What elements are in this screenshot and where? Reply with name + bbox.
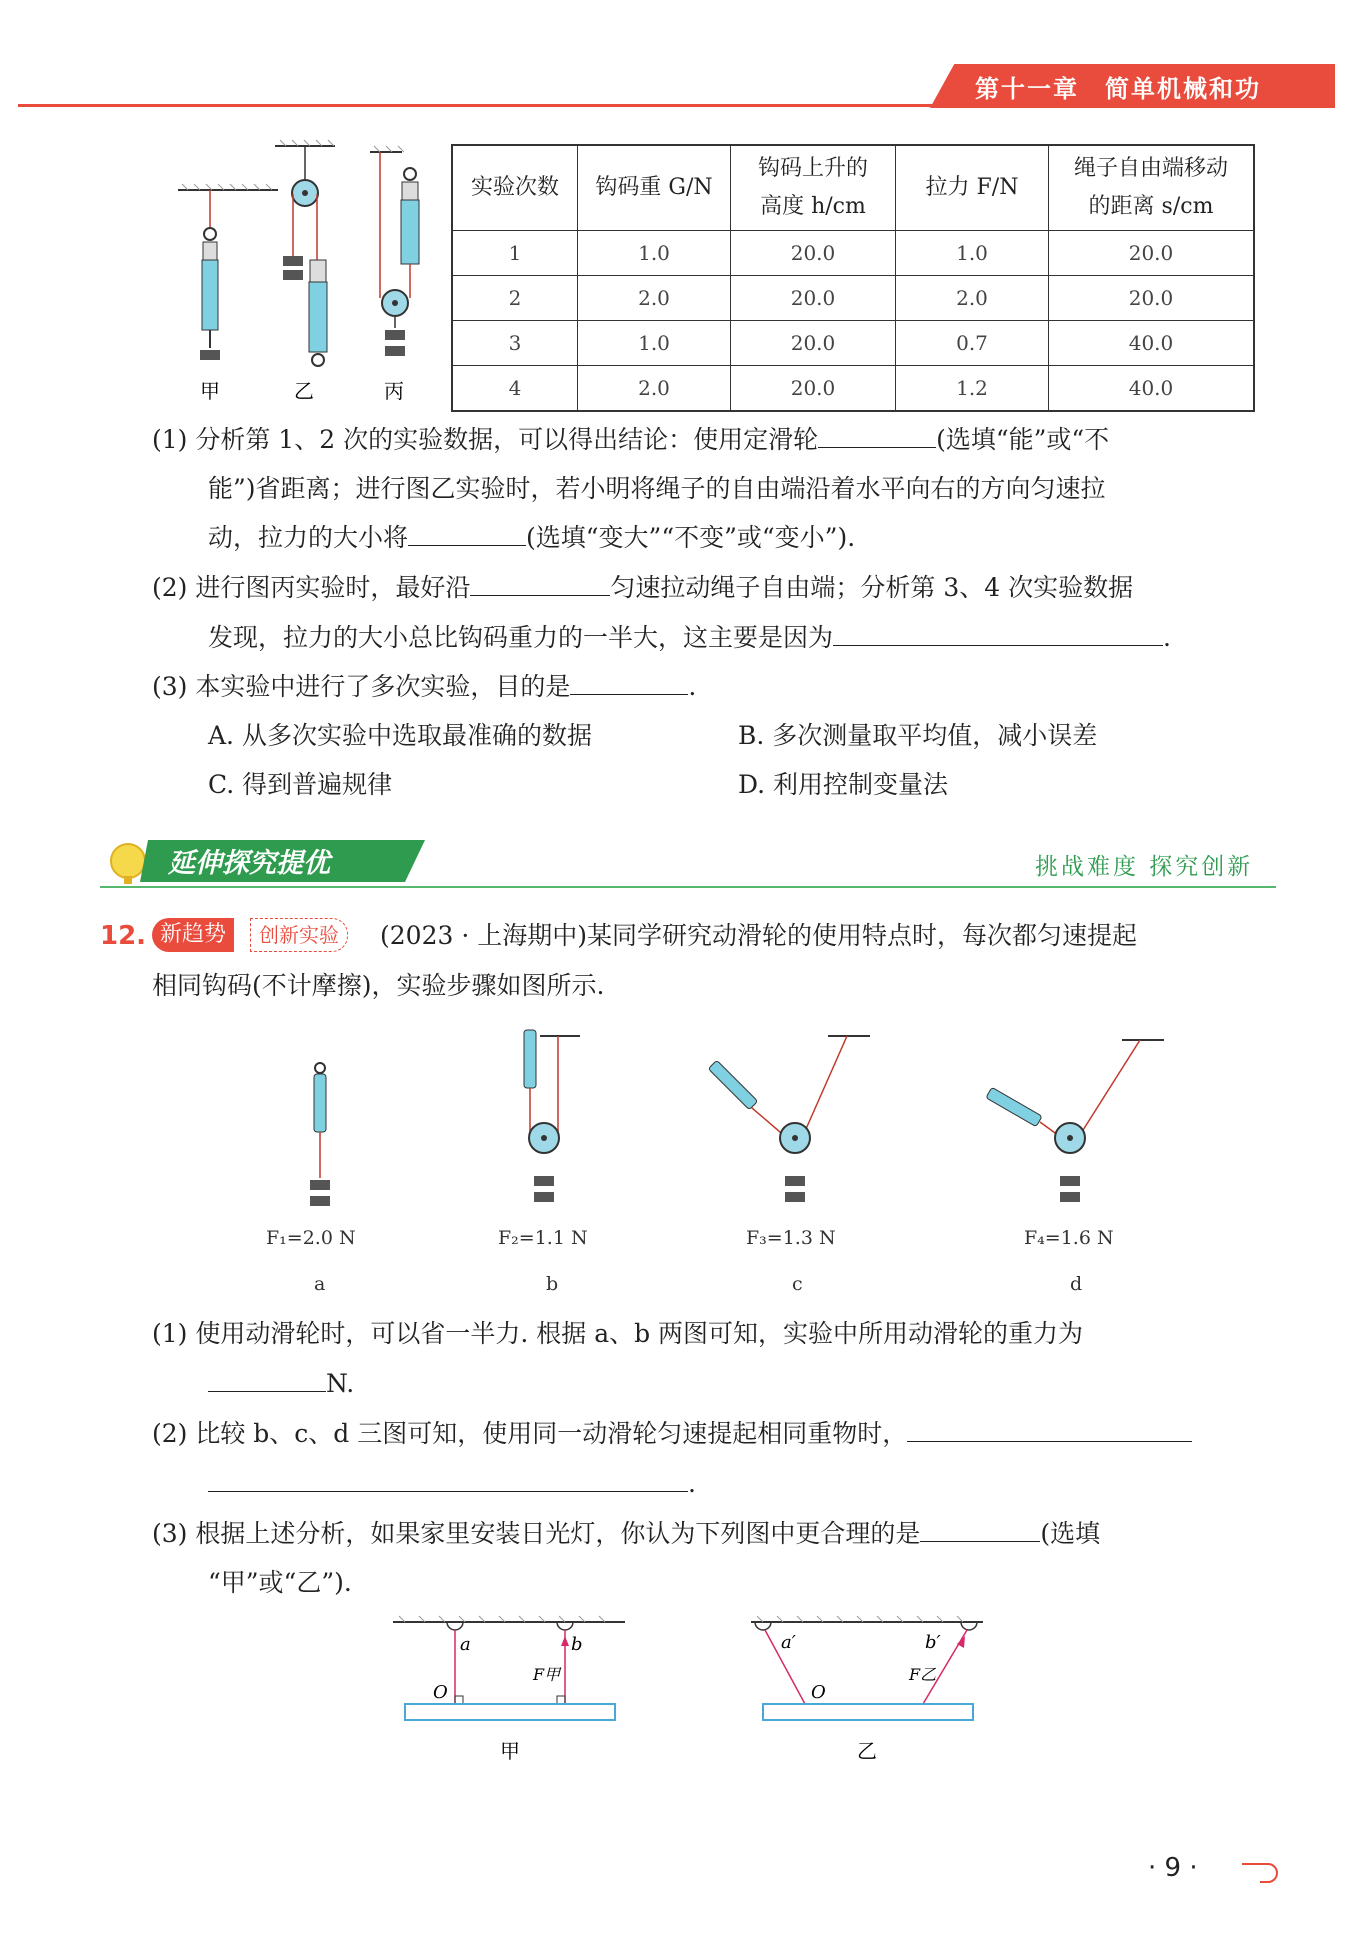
table-cell: 1.2 — [896, 366, 1049, 412]
answer-blank[interactable] — [920, 1541, 1040, 1542]
q12-intro-line1: (2023 · 上海期中)某同学研究动滑轮的使用特点时，每次都匀速提起 — [380, 921, 1137, 950]
table-row — [452, 276, 1254, 321]
q12-part3-line2: “甲”或“乙”). — [208, 1568, 352, 1597]
q12-part1-line1: (1) 使用动滑轮时，可以省一半力. 根据 a、b 两图可知，实验中所用动滑轮的重力为 — [152, 1319, 1084, 1348]
table-header-row — [452, 145, 1254, 231]
table-cell: 20.0 — [1049, 276, 1255, 321]
section-banner — [100, 836, 425, 886]
table-cell: 2.0 — [578, 276, 731, 321]
lamp-mark-o2: O — [811, 1682, 826, 1703]
table-cell: 40.0 — [1049, 321, 1255, 366]
table-cell: 4 — [452, 366, 578, 412]
table-cell: 0.7 — [896, 321, 1049, 366]
q12-part2-line1: (2) 比较 b、c、d 三图可知，使用同一动滑轮匀速提起相同重物时， — [152, 1418, 1192, 1450]
lamp-installation-figure — [385, 1600, 1005, 1770]
q11-part1-line3: 动，拉力的大小将 (选填“变大”“不变”或“变小”). — [208, 523, 856, 552]
innovation-badge: 创新实验 — [250, 918, 348, 952]
table-cell: 1 — [452, 231, 578, 276]
trend-badge: 新趋势 — [152, 918, 234, 952]
table-header-cell: 拉力 F/N — [896, 145, 1049, 231]
table-row — [452, 231, 1254, 276]
q12-part2-line2: . — [208, 1468, 696, 1500]
page-number: · 9 · — [1148, 1853, 1198, 1883]
q11-option-c[interactable]: C. 得到普遍规律 — [208, 770, 393, 799]
answer-blank[interactable] — [570, 694, 688, 695]
fig-label-a: a — [314, 1273, 326, 1295]
table-cell: 20.0 — [731, 366, 896, 412]
table-cell: 1.0 — [578, 321, 731, 366]
experiment-table — [451, 144, 1255, 412]
page-number-ornament — [1240, 1858, 1280, 1888]
table-cell: 3 — [452, 321, 578, 366]
table-header-cell: 钩码上升的 高度 h/cm — [731, 145, 896, 231]
answer-blank[interactable] — [907, 1441, 1192, 1442]
lamp-mark-f-yi: F乙 — [909, 1665, 937, 1684]
fig-label-jia: 甲 — [200, 379, 220, 403]
pulley-setup-figure — [170, 138, 440, 408]
section-title: 延伸探究提优 — [168, 848, 330, 879]
fig-label-d: d — [1070, 1273, 1083, 1295]
movable-pulley-figure — [240, 1020, 1190, 1300]
lamp-label-jia: 甲 — [500, 1739, 520, 1763]
table-header-cell: 钩码重 G/N — [578, 145, 731, 231]
force-label-a: F₁=2.0 N — [266, 1227, 356, 1249]
section-rule — [100, 886, 1276, 888]
section-subtitle: 挑战难度 探究创新 — [1035, 854, 1254, 880]
answer-blank[interactable] — [833, 645, 1163, 646]
table-header-cell: 实验次数 — [452, 145, 578, 231]
q11-part3-line1: (3) 本实验中进行了多次实验，目的是 . — [152, 672, 697, 701]
chapter-title: 第十一章 简单机械和功 — [975, 75, 1261, 103]
header-rule — [18, 104, 1330, 107]
force-label-c: F₃=1.3 N — [746, 1227, 836, 1249]
table-row — [452, 321, 1254, 366]
lamp-mark-b2: b′ — [925, 1632, 941, 1653]
table-cell: 20.0 — [731, 321, 896, 366]
q11-part1-line2: 能”)省距离；进行图乙实验时，若小明将绳子的自由端沿着水平向右的方向匀速拉 — [208, 474, 1106, 503]
table-cell: 20.0 — [1049, 231, 1255, 276]
table-cell: 20.0 — [731, 276, 896, 321]
q12-part1-line2: N. — [208, 1368, 354, 1400]
q11-option-b[interactable]: B. 多次测量取平均值，减小误差 — [738, 721, 1098, 750]
fig-label-bing: 丙 — [384, 379, 404, 403]
answer-blank[interactable] — [470, 595, 610, 596]
lamp-mark-a2: a′ — [781, 1632, 796, 1653]
q11-option-a[interactable]: A. 从多次实验中选取最准确的数据 — [208, 721, 592, 750]
answer-blank[interactable] — [208, 1391, 326, 1392]
q12-number: 12. — [100, 921, 147, 951]
lamp-mark-f-jia: F甲 — [533, 1665, 561, 1684]
answer-blank[interactable] — [408, 545, 526, 546]
force-label-b: F₂=1.1 N — [498, 1227, 588, 1249]
q11-part2-line1: (2) 进行图丙实验时，最好沿 匀速拉动绳子自由端；分析第 3、4 次实验数据 — [152, 573, 1134, 602]
table-cell: 2.0 — [896, 276, 1049, 321]
lamp-mark-o: O — [433, 1682, 448, 1703]
q11-option-d[interactable]: D. 利用控制变量法 — [738, 770, 949, 799]
q11-part2-line2: 发现，拉力的大小总比钩码重力的一半大，这主要是因为 . — [208, 623, 1171, 652]
table-cell: 1.0 — [578, 231, 731, 276]
q12-part3-line1: (3) 根据上述分析，如果家里安装日光灯，你认为下列图中更合理的是 (选填 — [152, 1519, 1101, 1548]
force-label-d: F₄=1.6 N — [1024, 1227, 1114, 1249]
q11-part1-line1: (1) 分析第 1、2 次的实验数据，可以得出结论：使用定滑轮 (选填“能”或“不 — [152, 425, 1110, 454]
answer-blank[interactable] — [208, 1491, 688, 1492]
fig-label-yi: 乙 — [294, 379, 314, 403]
table-cell: 20.0 — [731, 231, 896, 276]
trophy-icon — [111, 844, 145, 878]
lamp-label-yi: 乙 — [857, 1739, 877, 1763]
lamp-mark-b: b — [571, 1634, 583, 1655]
fig-label-b: b — [546, 1273, 559, 1295]
fig-label-c: c — [792, 1273, 803, 1295]
table-cell: 2 — [452, 276, 578, 321]
table-cell: 1.0 — [896, 231, 1049, 276]
table-row — [452, 366, 1254, 412]
q12-intro-line2: 相同钩码(不计摩擦)，实验步骤如图所示. — [152, 971, 605, 1000]
table-cell: 40.0 — [1049, 366, 1255, 412]
lamp-mark-a: a — [460, 1634, 471, 1655]
table-cell: 2.0 — [578, 366, 731, 412]
table-header-cell: 绳子自由端移动 的距离 s/cm — [1049, 145, 1255, 231]
answer-blank[interactable] — [818, 447, 936, 448]
